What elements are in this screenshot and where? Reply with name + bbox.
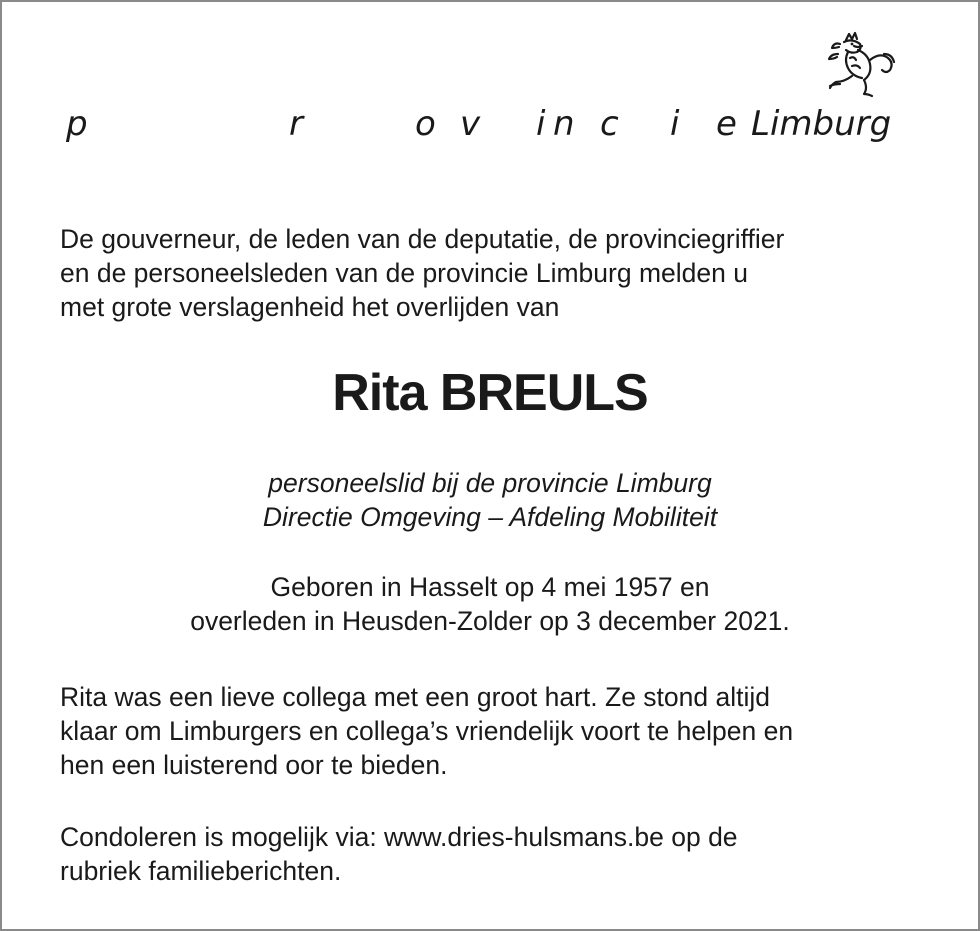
condolence-line: Condoleren is mogelijk via: www.dries-hulsmans.be op de: [60, 822, 738, 852]
role-line: Directie Omgeving – Afdeling Mobiliteit: [262, 502, 718, 532]
intro-line: De gouverneur, de leden van de deputatie, de provinciegriffier: [60, 224, 785, 254]
wordmark-letter: o: [415, 104, 436, 144]
deceased-name: Rita BREULS: [332, 364, 648, 422]
wordmark-letter: i: [536, 104, 546, 144]
wordmark-letter: p: [66, 104, 88, 144]
dates-line: Geboren in Hasselt op 4 mei 1957 en: [270, 572, 710, 602]
wordmark-letter: n: [553, 104, 575, 144]
dates-block: [0, 570, 980, 638]
condolence-line: rubriek familieberichten.: [60, 856, 342, 886]
tribute-paragraph: [60, 680, 940, 782]
role-line: personeelslid bij de provincie Limburg: [268, 468, 712, 498]
wordmark-letter: c: [600, 104, 619, 144]
wordmark-limburg: Limburg: [751, 104, 892, 144]
wordmark-letter: v: [460, 104, 481, 144]
condolence-paragraph: [60, 820, 940, 888]
lion-rampant-icon: [818, 30, 908, 102]
wordmark-letter: i: [670, 104, 680, 144]
intro-line: en de personeelsleden van de provincie Limburg melden u: [60, 258, 748, 288]
dates-line: overleden in Heusden-Zolder op 3 december 2021.: [190, 606, 790, 636]
wordmark-letter: r: [289, 104, 303, 144]
wordmark-letter: e: [716, 104, 737, 144]
tribute-line: klaar om Limburgers en collega’s vriendelijk voort te helpen en: [60, 716, 794, 746]
tribute-line: Rita was een lieve collega met een groot hart. Ze stond altijd: [60, 682, 771, 712]
role-block: [0, 466, 980, 534]
provincie-limburg-wordmark: [0, 104, 980, 144]
intro-paragraph: [60, 222, 940, 324]
tribute-line: hen een luisterend oor te bieden.: [60, 750, 448, 780]
intro-line: met grote verslagenheid het overlijden van: [60, 292, 560, 322]
